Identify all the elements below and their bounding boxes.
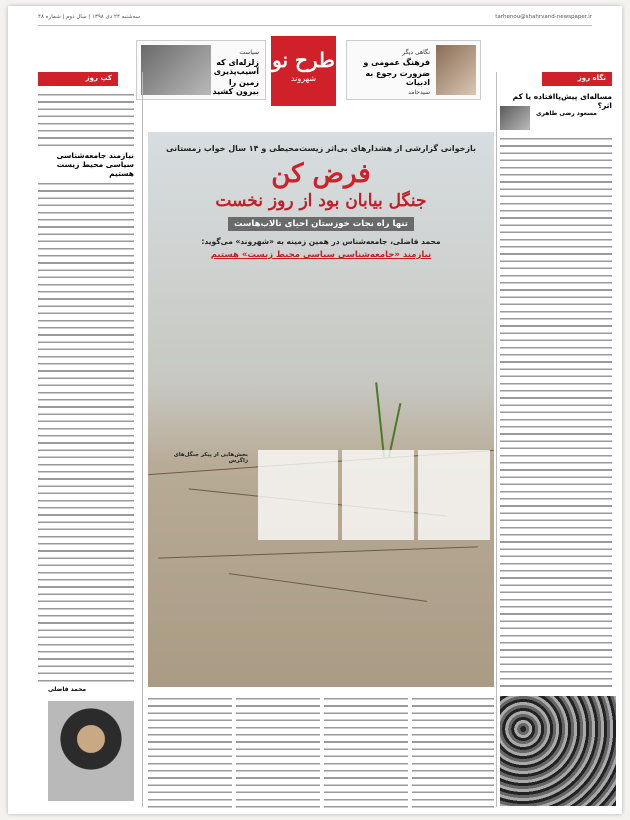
author-portrait [48,701,134,801]
teaser-left[interactable] [136,40,266,100]
left-col-body [38,181,134,686]
logo-text: طرح نو [272,48,335,72]
crowd-photo [500,696,616,806]
teaser-left-photo [141,45,211,95]
body-column-3 [324,696,408,808]
teaser-right-author: سیدحامد [408,89,430,96]
headline-2: جنگل بیابان بود از روز نخست [215,191,427,211]
ground-crack [158,546,478,558]
left-col-intro [38,92,134,147]
top-bar [38,12,592,26]
right-col-body [500,136,612,691]
overlay-column-2 [342,450,414,540]
top-bar-email[interactable]: tarhenou@shahrvand-newspaper.ir [495,14,592,20]
column-divider-right [496,72,497,807]
left-col-byline: محمد فاضلی [48,686,87,693]
right-col-title: مساله‌ای پیش‌پاافتاده یا کم اثر؟ [512,92,612,110]
teaser-right-kicker: نگاهی دیگر [402,49,430,56]
column-divider-left [142,72,143,807]
subheadline: تنها راه نجات خوزستان احیای تالاب‌هاست [228,217,414,231]
right-col-header: نگاه روز [542,72,612,86]
supertitle: بازخوانی گزارشی از هشدارهای بی‌اثر زیست‌محیطی و ۱۴ سال خواب زمستانی [166,144,476,153]
teaser-right-photo [436,45,476,95]
teaser-left-kicker: سیاست [239,49,259,56]
lead-quote [148,250,494,260]
teaser-left-title: زلزله‌ای که آسیب‌پذیری [213,58,259,76]
teaser-right[interactable] [346,40,481,100]
ground-crack [229,573,427,602]
teaser-right-text [352,49,430,96]
headline: فرض کن [271,159,371,189]
photo-caption: بخش‌هایی از پیکر جنگل‌های زاگرس [173,452,248,464]
body-column-4 [412,696,494,808]
teaser-left-text [209,49,259,98]
body-column-1 [148,696,232,808]
overlay-column-3 [418,450,490,540]
lead-quote-text: نیازمند «جامعه‌شناسی سیاسی محیط زیست» هستیم [210,250,432,260]
left-col-header: کپ روز [38,72,118,86]
newspaper-logo[interactable] [271,36,336,106]
right-col-author: مسعود رضی طاهری [536,110,597,117]
teaser-right-title: فرهنگ عمومی و [363,58,430,67]
left-col-quote: نیازمند جامعه‌شناسی سیاسی محیط زیست هستیم [56,151,134,178]
headline-area [148,144,494,260]
overlay-column-1 [258,450,338,540]
teaser-left-title2: زمین را بیرون کشید [212,78,259,96]
right-col-author-photo [500,106,530,130]
plant-sprout [375,382,385,457]
logo-subtext: شهروند [290,74,317,83]
top-bar-date: سه‌شنبه ۲۴ دی ۱۳۹۸ | سال دوم | شماره ۴۸ [38,14,141,20]
lead-text: محمد فاضلی، جامعه‌شناس در همین زمینه به «شهروند» می‌گوید: [201,237,441,246]
main-feature [148,132,494,687]
teaser-right-title2: ضرورت رجوع به ادبیات [365,69,430,87]
body-column-2 [236,696,320,808]
newspaper-page [8,6,622,814]
